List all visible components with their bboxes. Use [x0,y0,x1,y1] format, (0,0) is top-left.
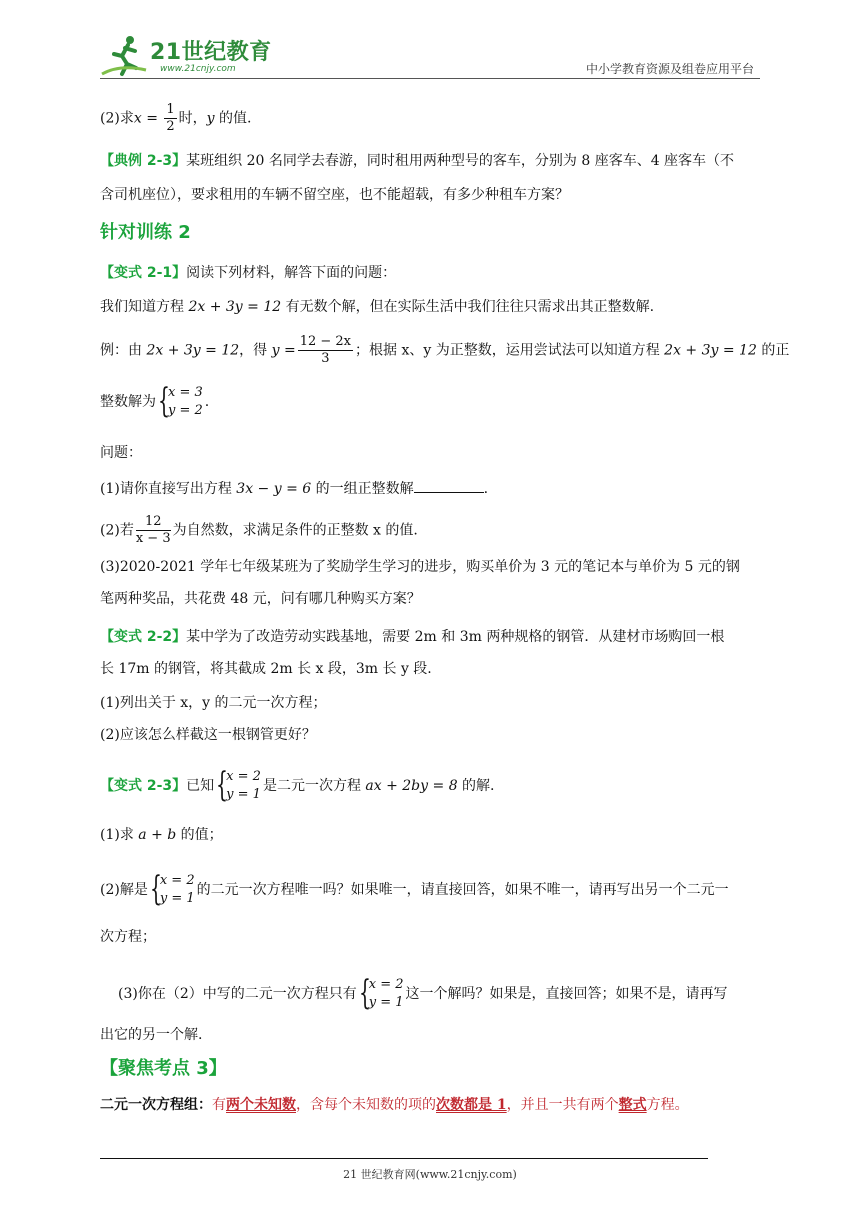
text: . [204,394,210,410]
var-y: y [206,110,215,127]
equation-system [149,869,195,909]
fraction [136,514,171,547]
text: 已知 [186,778,215,794]
definition-line [100,1094,760,1116]
numerator: 12 [136,514,171,531]
text: 时， [178,110,207,127]
text: ，含每个未知数的项的 [296,1097,436,1113]
system-row: y = 1 [159,891,195,906]
site-logo[interactable] [100,34,272,78]
example-2-3-line1 [100,150,760,172]
brace-icon: { [149,869,162,909]
text: (2)解是 [100,882,148,898]
text: . [483,481,489,497]
text: 有 [212,1097,226,1113]
system-row: x = 2 [226,769,261,784]
variant-2-3-q2 [100,869,760,909]
equation: ax + 2by = 8 [365,778,458,794]
text: (2)若 [100,522,134,539]
variant-2-3-q3 [118,973,778,1013]
text: 方程。 [646,1097,689,1113]
text: ；根据 x、y 为正整数，运用尝试法可以知道方程 [355,342,665,359]
text: 的解. [457,778,495,794]
fraction-one-half [164,102,176,135]
question-2-line [100,102,760,135]
denominator: x − 3 [135,531,171,546]
variant-2-1-q2 [100,514,760,547]
variant-2-1-known [100,296,760,318]
equation-system [358,973,404,1013]
variant-2-2-q2: (2)应该怎么样截这一根钢管更好？ [100,727,316,743]
text: 是二元一次方程 [262,778,366,794]
variant-2-1-q3-line2: 笔两种奖品，共花费 48 元，问有哪几种购买方案？ [100,591,421,607]
fraction [298,334,353,367]
text: ，并且一共有两个 [506,1097,619,1113]
variant-2-1-question-label: 问题： [100,445,142,461]
text: 我们知道方程 [100,299,189,315]
answer-blank[interactable] [414,478,484,493]
system-row: y = 1 [368,995,404,1010]
variant-tag: 【变式 2-1】 [100,265,187,281]
text: 的二元一次方程唯一吗？如果唯一，请直接回答，如果不唯一，请再写出另一个二元一 [196,882,729,898]
text: 阅读下列材料，解答下面的问题： [186,265,397,281]
system-row: x = 2 [159,873,195,888]
example-2-3-line2: 含司机座位），要求租用的车辆不留空座，也不能超载，有多少种租车方案？ [100,187,569,203]
text: 整数解为 [100,394,156,410]
numerator: 1 [166,102,175,117]
section-title-training-2: 针对训练 2 [100,222,191,243]
denominator: 2 [166,119,175,134]
footer-divider [100,1158,708,1159]
variant-tag: 【变式 2-2】 [100,629,187,645]
variant-2-3-q2-line2: 次方程； [100,929,156,945]
variant-2-2-line2: 长 17m 的钢管，将其截成 2m 长 x 段，3m 长 y 段. [100,661,432,677]
platform-tagline: 中小学教育资源及组卷应用平台 [585,62,754,76]
focus-point-3-title: 【聚焦考点 3】 [100,1058,227,1079]
text: 的一组正整数解 [311,481,414,497]
text: 的值. [214,110,252,127]
system-row: x = 3 [168,385,203,400]
equation: 2x + 3y = 12 [146,342,240,359]
variant-2-1-q3-line1: (3)2020-2021 学年七年级某班为了奖励学生学习的进步，购买单价为 3 元的笔记本与单价为 5 元的钢 [100,559,740,575]
text: 有无数个解，但在实际生活中我们往往只需求出其正整数解. [281,299,655,315]
example-tag: 【典例 2-3】 [100,153,187,169]
variant-2-1-intro [100,262,760,284]
text: (1)请你直接写出方程 [100,481,237,497]
text: ，得 [239,342,272,359]
equation: a + b [138,827,177,843]
variant-tag: 【变式 2-3】 [100,778,187,794]
variant-2-2-q1: (1)列出关于 x，y 的二元一次方程； [100,695,327,711]
var-x: x [133,110,142,127]
variant-2-3-q3-line2: 出它的另一个解. [100,1027,203,1043]
text: 某中学为了改造劳动实践基地，需要 2m 和 3m 两种规格的钢管．从建材市场购回一根 [186,629,725,645]
text: (3)你在（2）中写的二元一次方程只有 [118,986,357,1002]
text: (2)求 [100,110,134,127]
numerator: 12 − 2x [299,334,352,349]
definition-label: 二元一次方程组： [100,1097,212,1113]
text: (1)求 [100,827,139,843]
brace-icon: { [216,765,229,805]
system-row: y = 1 [226,787,261,802]
text: = [141,110,163,127]
variant-2-2-line1 [100,626,760,648]
text: 某班组织 20 名同学去春游，同时租用两种型号的客车，分别为 8 座客车、4 座客车（不 [186,153,735,169]
variant-2-1-solution [100,381,760,421]
text: 的正 [756,342,790,359]
logo-wordmark: 21世纪教育 [150,40,272,65]
equation: y = [271,342,296,359]
brace-icon: { [158,381,170,421]
emphasis: 次数都是 1 [436,1097,507,1113]
brace-icon: { [358,973,371,1013]
variant-2-3-q1 [100,824,760,846]
equation-system [216,765,261,805]
denominator: 3 [321,351,330,366]
header-divider [100,78,760,79]
system-row: x = 2 [368,977,404,992]
page-footer: 21 世纪教育网(www.21cnjy.com) [343,1168,517,1181]
variant-2-1-q1 [100,478,760,500]
variant-2-3-line1 [100,765,760,805]
text: 这一个解吗？如果是，直接回答；如果不是，请再写 [405,986,728,1002]
running-figure-icon [100,34,148,78]
equation: 3x − y = 6 [236,481,312,497]
text: 例：由 [100,342,147,359]
text: 的值； [176,827,223,843]
emphasis: 整式 [618,1097,647,1113]
equation: 2x + 3y = 12 [664,342,757,359]
system-row: y = 2 [168,403,203,418]
page-header [100,34,760,82]
equation: 2x + 3y = 12 [188,299,282,315]
emphasis: 两个未知数 [226,1097,296,1113]
logo-url: www.21cnjy.com [160,64,236,74]
variant-2-1-example [100,334,790,367]
text: 为自然数，求满足条件的正整数 x 的值. [172,522,418,539]
equation-system [158,381,203,421]
